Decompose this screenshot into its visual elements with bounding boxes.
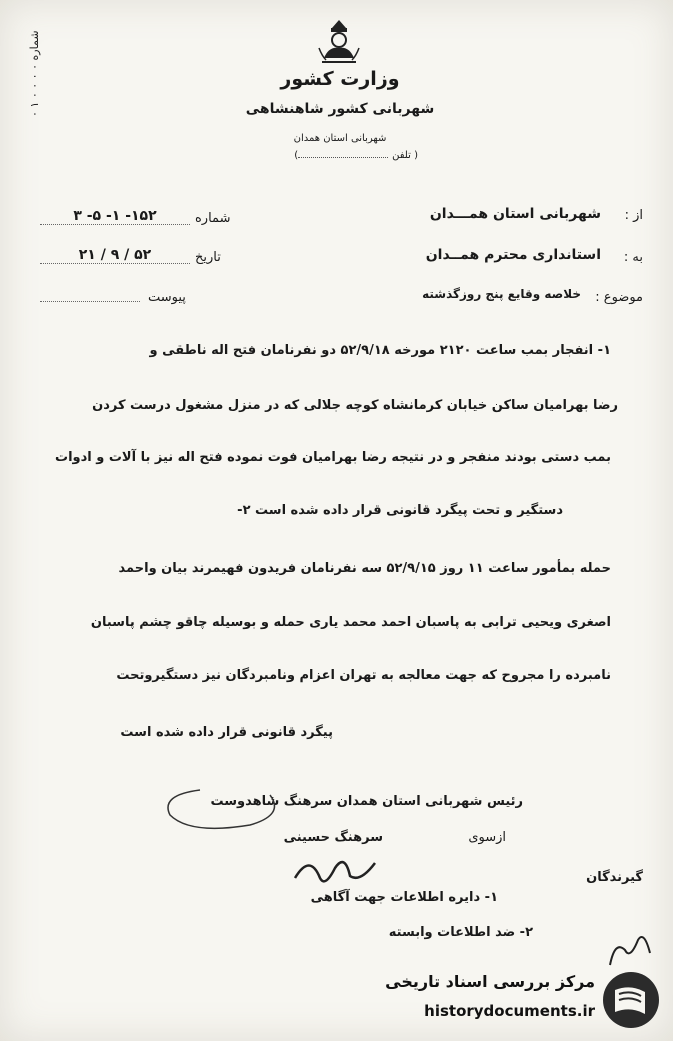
recipient-item: ۱- دایره اطلاعات جهت آگاهی bbox=[310, 890, 498, 905]
body-line: پیگرد قانونی قرار داده شده است bbox=[120, 725, 333, 740]
number-label: شماره bbox=[195, 211, 231, 226]
lion-and-sun-emblem-icon bbox=[314, 18, 364, 68]
to-label: به : bbox=[623, 250, 643, 265]
archive-url: historydocuments.ir bbox=[424, 1002, 595, 1020]
body-line: ۱- انفجار بمب ساعت ۲۱۲۰ مورخه ۵۲/۹/۱۸ دو نفرنامان فتح اله ناطقی و bbox=[149, 343, 611, 358]
body-line: دستگیر و تحت پیگرد قانونی قرار داده شده است ۲- bbox=[237, 503, 563, 518]
subject-label: موضوع : bbox=[595, 290, 643, 305]
date-value: ۲۱ / ۹ / ۵۲ bbox=[40, 247, 190, 264]
attachment-label: پیوست bbox=[148, 290, 186, 305]
from-value: شهربانی استان همـــدان bbox=[429, 206, 601, 222]
body-line: اصغری ویحیی ترابی به پاسبان احمد محمد یاری حمله و بوسیله چاقو چشم پاسبان bbox=[90, 615, 611, 630]
body-line: نامبرده را مجروح که جهت معالجه به تهران اعزام ونامبردگان نیز دستگیروتحت bbox=[116, 668, 611, 683]
signatory-from-value: سرهنگ حسینی bbox=[283, 830, 383, 845]
number-value: ۳ -۵ -۱ -۱۵۲ bbox=[40, 208, 190, 225]
to-value: استانداری محترم همــدان bbox=[425, 247, 601, 263]
body-line: حمله بمأمور ساعت ۱۱ روز ۵۲/۹/۱۵ سه نفرنامان فریدون فهیمرند بیان واحمد bbox=[118, 561, 611, 576]
attachment-line bbox=[40, 300, 140, 302]
province-police-title: شهربانی استان همدان bbox=[293, 133, 387, 144]
side-document-number: شماره ۰ ۰ ۰ ۰ ۱ ۰ bbox=[28, 30, 41, 117]
signatory-title: رئیس شهربانی استان همدان سرهنگ شاهدوست bbox=[210, 794, 523, 809]
archive-logo-icon bbox=[601, 970, 661, 1030]
ministry-title: وزارت کشور bbox=[280, 68, 400, 90]
telephone-line: ( تلفن) bbox=[294, 150, 418, 161]
police-title: شهربانی کشور شاهنشاهی bbox=[245, 101, 435, 117]
telephone-label: ( تلفن bbox=[392, 150, 418, 161]
archive-name: مرکز بررسی اسناد تاریخی bbox=[385, 972, 595, 991]
from-label: از : bbox=[624, 208, 643, 223]
hand-drawn-circle bbox=[150, 780, 290, 840]
archive-watermark bbox=[380, 968, 665, 1032]
subject-value: خلاصه وقایع پنج روزگذشته bbox=[422, 287, 581, 301]
recipient-item: ۲- ضد اطلاعات وابسته bbox=[388, 925, 533, 940]
recipients-label: گیرندگان bbox=[586, 870, 643, 885]
body-line: بمب دستی بودند منفجر و در نتیجه رضا بهرامیان فوت نموده فتح اله نیز با آلات و ادوات bbox=[55, 450, 611, 465]
body-line: رضا بهرامیان ساکن خیابان کرمانشاه کوچه جلالی که در منزل مشغول درست کردن bbox=[92, 398, 618, 413]
signatory-from-label: ازسوی bbox=[468, 830, 506, 845]
date-label: تاریخ bbox=[195, 250, 221, 265]
handwritten-signature bbox=[290, 848, 380, 893]
